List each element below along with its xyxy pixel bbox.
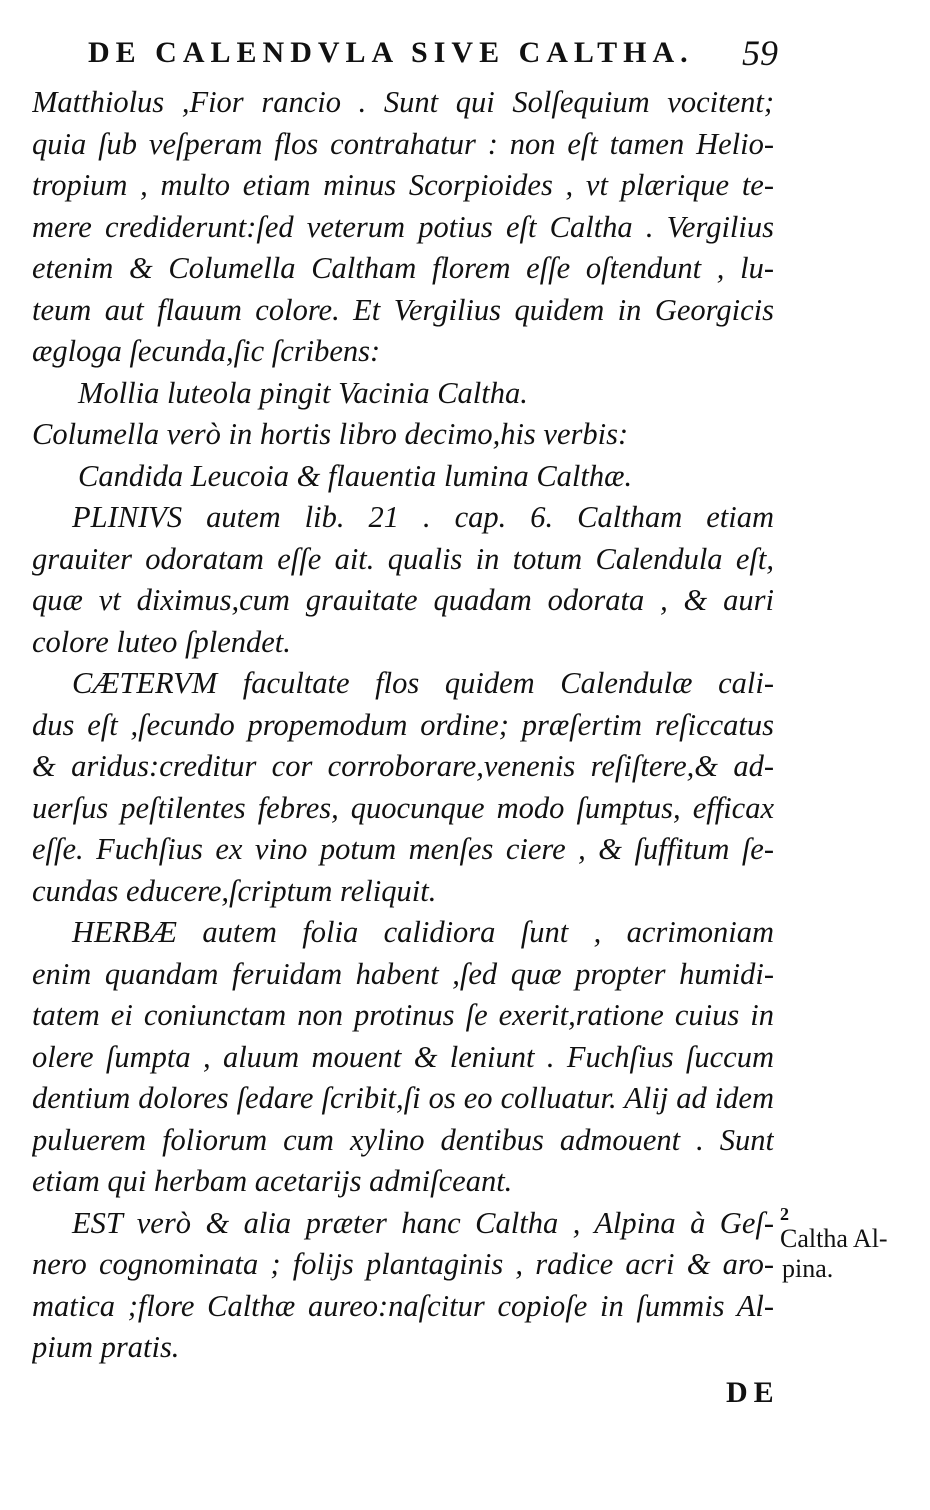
- paragraph-start-caeterum: CÆTERVM facultate flos quidem Calendulæ cali-: [72, 666, 774, 700]
- margin-note: [780, 1204, 920, 1284]
- paragraph-start-herbae: HERBÆ autem folia calidiora ſunt , acrimoniam: [72, 915, 774, 949]
- margin-note-line: pina.: [782, 1254, 834, 1283]
- text-line: enim quandam feruidam habent ,ſed quæ propter humidi-: [32, 956, 774, 991]
- text-line: quæ vt diximus,cum grauitate quadam odorata , & auri: [32, 583, 774, 617]
- body-text: [32, 82, 774, 1369]
- text-line: puluerem foliorum cum xylino dentibus admouent . Sunt: [32, 1122, 774, 1157]
- text-line: matica ;flore Calthæ aureo:naſcitur copioſe in ſummis Al-: [32, 1288, 774, 1323]
- text-line: teum aut flauum colore. Et Vergilius quidem in Georgicis: [32, 292, 774, 327]
- text-line: quia ſub veſperam flos contrahatur : non eſt tamen Helio-: [32, 126, 774, 161]
- text-line: dus eſt ,ſecundo propemodum ordine; præſertim reſiccatus: [32, 707, 774, 742]
- paragraph-start-plinius: PLINIVS autem lib. 21 . cap. 6. Caltham etiam: [72, 500, 774, 534]
- text-line: pium pratis.: [32, 1330, 180, 1364]
- text-line: tatem ei coniunctam non protinus ſe exerit,ratione cuius in: [32, 998, 774, 1032]
- text-line: ægloga ſecunda,ſic ſcribens:: [32, 334, 381, 368]
- text-line: colore luteo ſplendet.: [32, 624, 291, 659]
- text-line: grauiter odoratam eſſe ait. qualis in totum Calendula eſt,: [32, 541, 774, 576]
- margin-note-line: Caltha Al-: [780, 1224, 888, 1253]
- text-line: uerſus peſtilentes febres, quocunque modo ſumptus, efficax: [32, 790, 774, 825]
- text-line: Matthiolus ,Fior rancio . Sunt qui Solſequium vocitent;: [32, 85, 774, 119]
- text-line: olere ſumpta , aluum mouent & leniunt . Fuchſius ſuccum: [32, 1039, 774, 1074]
- verse-line: Mollia luteola pingit Vacinia Caltha.: [78, 375, 528, 410]
- text-line: mere crediderunt:ſed veterum potius eſt Caltha . Vergilius: [32, 209, 774, 244]
- text-line: eſſe. Fuchſius ex vino potum menſes ciere , & ſuffitum ſe-: [32, 832, 774, 866]
- text-line: nero cognominata ; folijs plantaginis , radice acri & aro-: [32, 1247, 774, 1281]
- margin-note-number: 2: [780, 1204, 789, 1224]
- text-line: cundas educere,ſcriptum reliquit.: [32, 873, 437, 908]
- text-line: Columella verò in hortis libro decimo,his verbis:: [32, 417, 629, 451]
- page-number: 59: [742, 33, 778, 73]
- paragraph-start-est: EST verò & alia præter hanc Caltha , Alpina à Geſ-: [72, 1205, 774, 1240]
- text-line: etenim & Columella Caltham florem eſſe oſtendunt , lu-: [32, 251, 774, 285]
- page-header: [88, 33, 778, 80]
- text-line: dentium dolores ſedare ſcribit,ſi os eo colluatur. Alij ad idem: [32, 1081, 774, 1115]
- catchword: DE: [726, 1376, 780, 1409]
- verse-line: Candida Leucoia & flauentia lumina Calthæ.: [78, 458, 633, 493]
- text-line: & aridus:creditur cor corroborare,venenis reſiſtere,& ad-: [32, 749, 774, 783]
- running-head: DE CALENDVLA SIVE CALTHA.: [88, 36, 694, 69]
- text-line: etiam qui herbam acetarijs admiſceant.: [32, 1164, 513, 1198]
- text-line: tropium , multo etiam minus Scorpioides , vt plærique te-: [32, 168, 774, 202]
